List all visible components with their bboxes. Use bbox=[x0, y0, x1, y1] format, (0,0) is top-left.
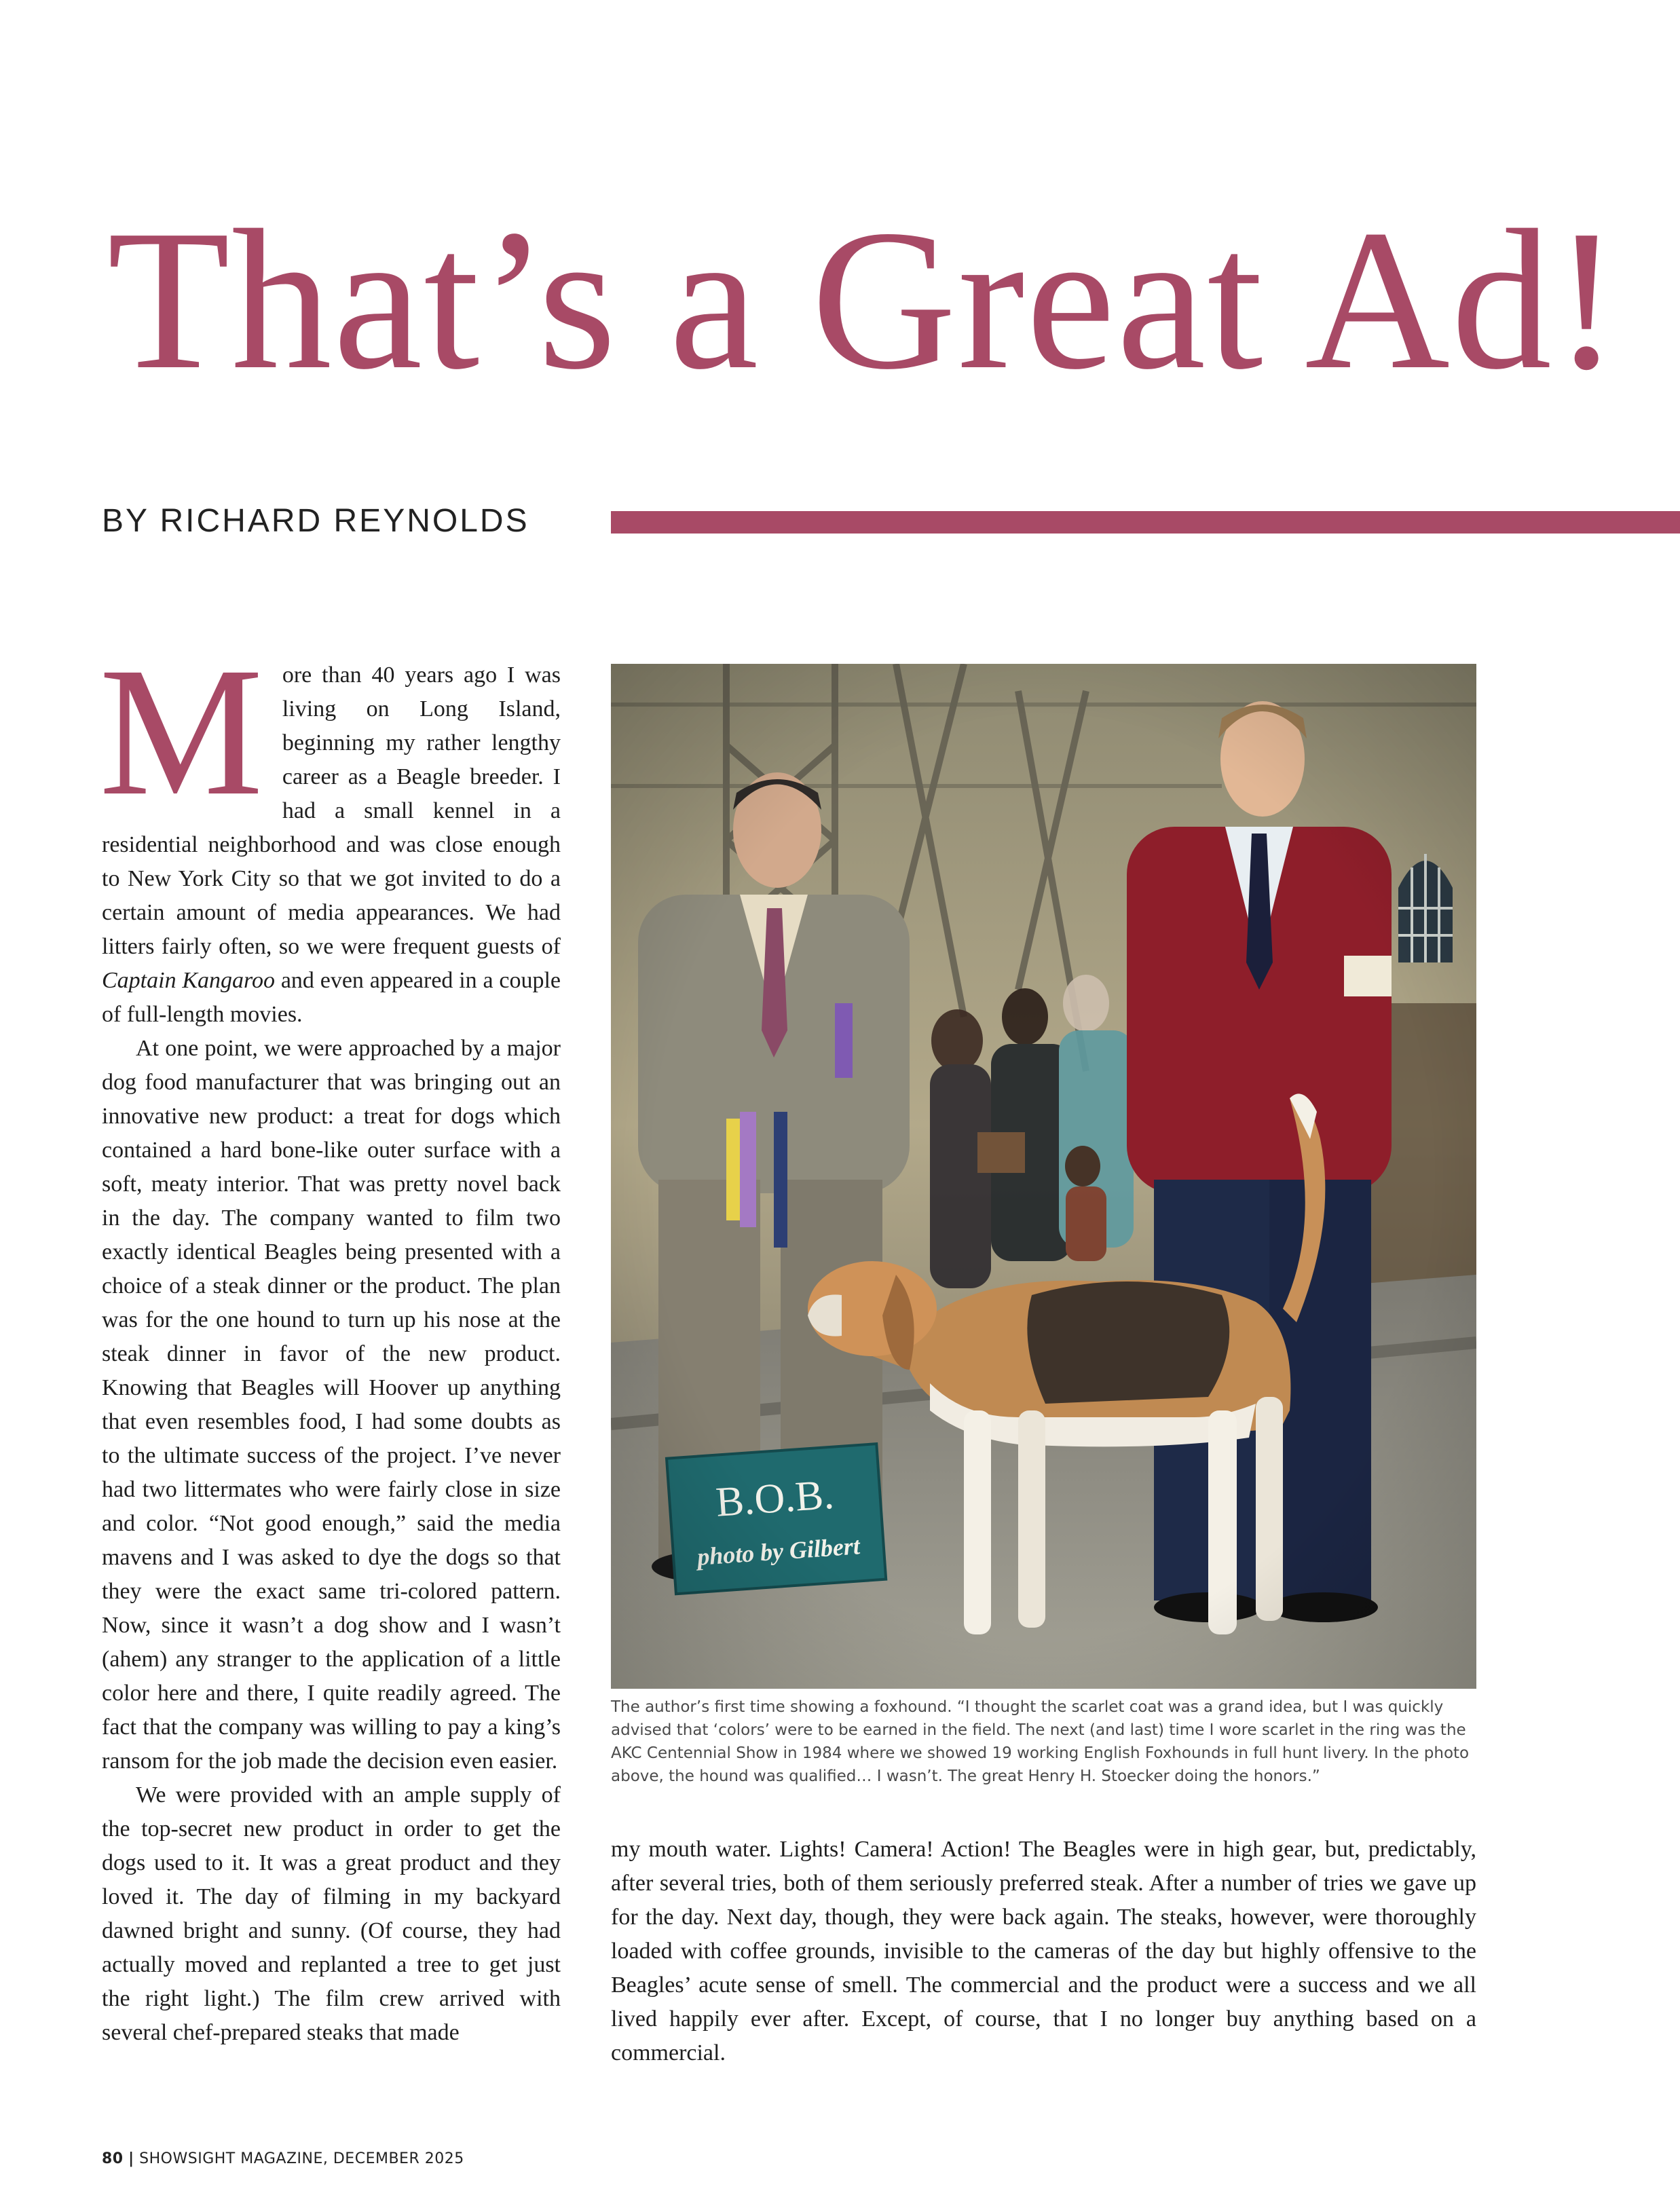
paragraph-2: At one point, we were approached by a major dog food manufacturer that was bringing out an innovative new product: a treat for dogs which contained a hard bone-like outer surface with a soft, meaty interior. That was pretty novel back in the day. The company wanted to film two exactly identical Beagles being presented with a choice of a steak dinner or the product. The plan was for the one hound to turn up his nose at the steak dinner in favor of the new product. Knowing that Beagles will Hoover up anything that even resembles food, I had some doubts as to the ultimate success of the project. I’ve never had two littermates who were fairly close in size and color. “Not good enough,” said the media mavens and I was asked to dye the dogs so that they were the exact same tri-colored pattern. Now, since it wasn’t a dog show and I wasn’t (ahem) any stranger to the application of a little color here and there, I quite readily agreed. The fact that the company was willing to pay a king’s ransom for the job made the decision even easier. bbox=[102, 1036, 561, 1774]
article-title: That’s a Great Ad! bbox=[107, 189, 1622, 411]
drop-cap: M bbox=[99, 629, 263, 834]
left-column bbox=[99, 629, 561, 2050]
photo-caption: The author’s first time showing a foxhound. “I thought the scarlet coat was a grand idea, but I was quickly advised that ‘colors’ were to be earned in the field. The next (and last) time I wore scarlet in the ring was the AKC Centennial Show in 1984 where we showed 19 working English Foxhounds in full hunt livery. In the photo above, the hound was qualified… I wasn’t. The great Henry H. Stoecker doing the honors.” bbox=[611, 1698, 1470, 1785]
paragraph-3: We were provided with an ample supply of the top-secret new product in order to get the dogs used to it. It was a great product and they loved it. The day of filming in my backyard dawned bright and sunny. (Of course, they had actually moved and replanted a tree to get just the right light.) The film crew arrived with several chef-prepared steaks that made bbox=[102, 1782, 561, 2045]
paragraph-1 bbox=[99, 629, 561, 1032]
byline: BY RICHARD REYNOLDS bbox=[102, 503, 529, 539]
show-title: Captain Kangaroo bbox=[102, 968, 276, 993]
page-number: 80 bbox=[102, 2150, 124, 2167]
paragraph-1-text: ore than 40 years ago I was living on Long Island, beginning my rather lengthy career as a Beagle breeder. I had a small kennel in a residential neighborhood and was close enough to New York City so that we got invited to do a certain amount of media appearances. We had litters fairly often, so we were frequent guests of bbox=[102, 662, 561, 959]
footer-separator: | bbox=[128, 2150, 134, 2167]
dog-show-photo bbox=[611, 664, 1476, 1689]
paragraph-1-end: and even appeared in a couple of full-length movies. bbox=[102, 968, 561, 1027]
accent-rule bbox=[611, 511, 1680, 534]
paragraph-3-continued: my mouth water. Lights! Camera! Action! The Beagles were in high gear, but, predictably, after several tries, both of them seriously preferred steak. After a number of tries we gave up for the day. Next day, though, they were back again. The steaks, however, were thoroughly loaded with coffee grounds, invisible to the cameras of the day but highly offensive to the Beagles’ acute sense of smell. The commercial and the product were a success and we all lived happily ever after. Except, of course, that I no longer buy anything based on a commercial. bbox=[611, 1837, 1476, 2065]
publication-name: SHOWSIGHT MAGAZINE, DECEMBER 2025 bbox=[139, 2150, 464, 2167]
page-footer bbox=[102, 2150, 464, 2167]
